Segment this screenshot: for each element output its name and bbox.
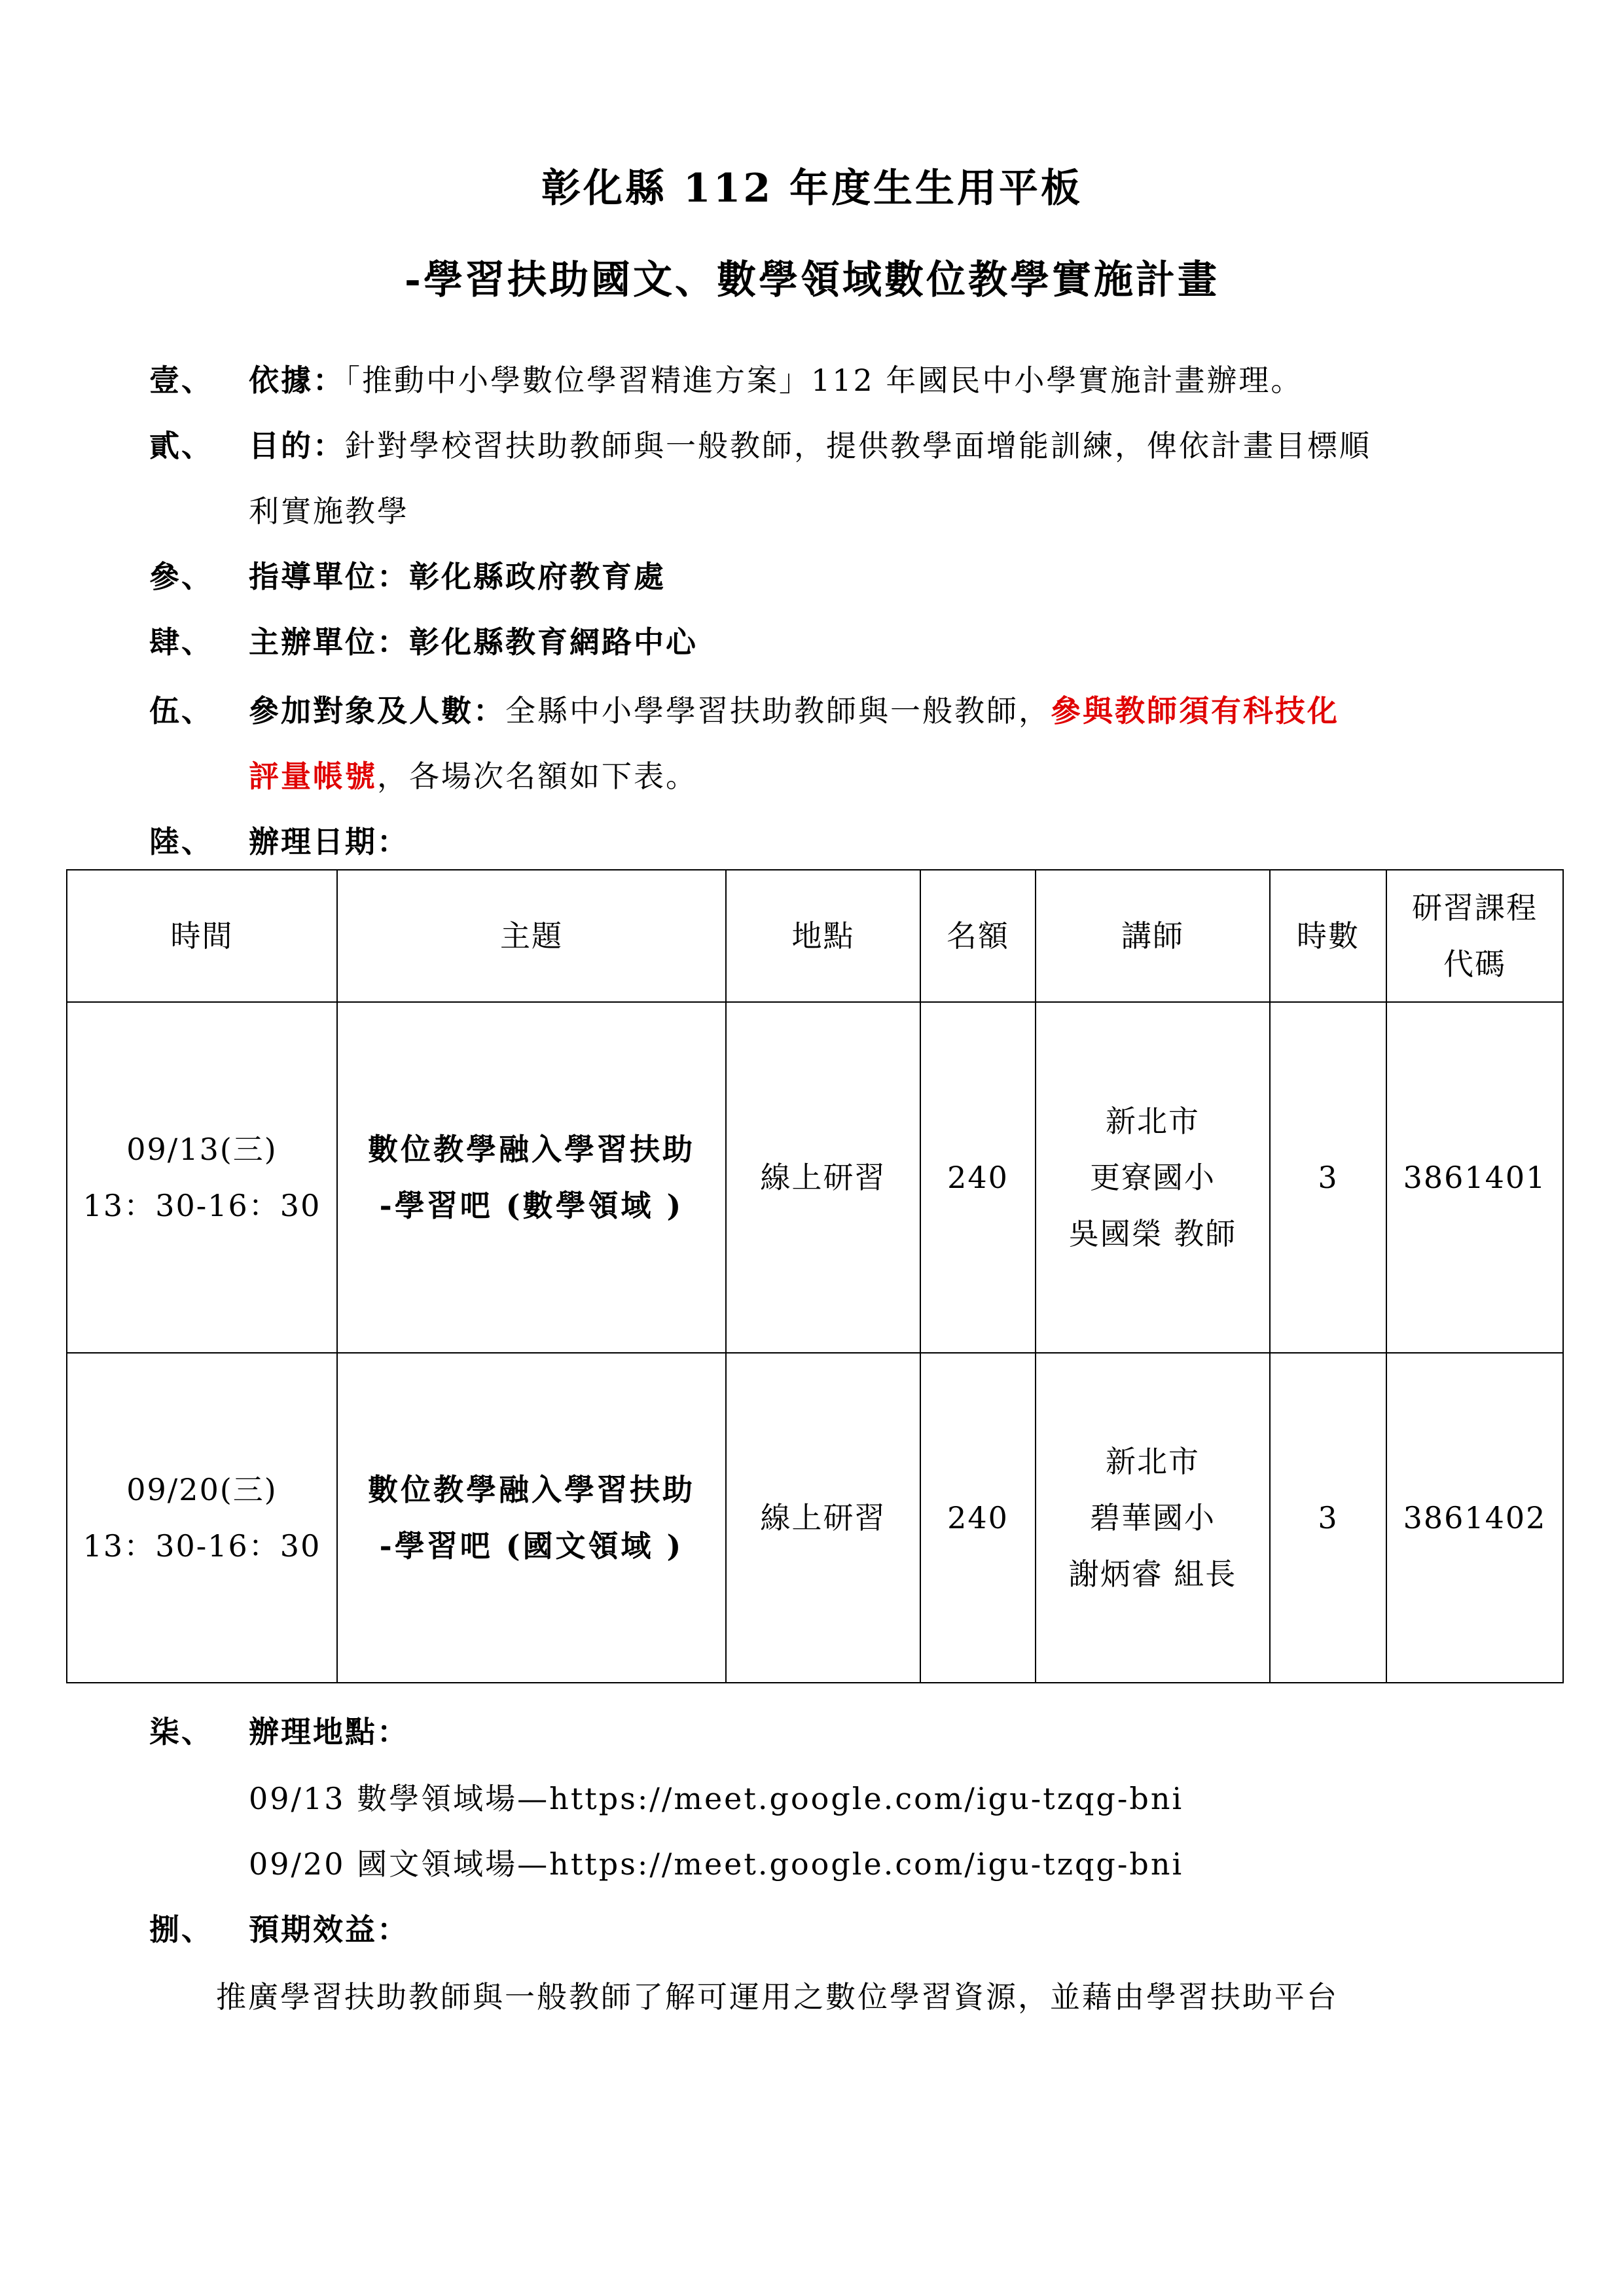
cell-hours: 3	[1270, 1353, 1386, 1683]
section-number: 陸、	[149, 824, 213, 859]
cell-hours-range: 13：30-16：30	[82, 1188, 321, 1223]
section-number: 捌、	[149, 1912, 213, 1947]
cell-place: 線上研習	[726, 1353, 920, 1683]
section-label: 預期效益：	[249, 1912, 409, 1947]
cell-lecturer-city: 新北市	[1106, 1444, 1200, 1479]
table-header-row	[67, 870, 1563, 1002]
cell-topic-line2: -學習吧 (數學領域 )	[379, 1188, 684, 1223]
document-title: 彰化縣 112 年度生生用平板	[541, 166, 1083, 211]
section-number: 貳、	[149, 428, 213, 463]
cell-hours: 3	[1270, 1002, 1386, 1353]
section-text: 針對學校習扶助教師與一般教師，提供教學面增能訓練，俾依計畫目標順	[345, 428, 1371, 463]
cell-place: 線上研習	[726, 1002, 920, 1353]
section-label: 辦理地點：	[249, 1714, 409, 1749]
header-code-line1: 研習課程	[1412, 890, 1538, 925]
cell-date: 09/13(三)	[126, 1132, 278, 1167]
header-hours: 時數	[1270, 870, 1386, 1002]
section-organizer	[149, 619, 698, 662]
section-text-cont: ，各場次名額如下表。	[377, 759, 698, 794]
cell-date: 09/20(三)	[126, 1472, 278, 1507]
section-purpose-continued: 利實施教學	[249, 493, 409, 529]
section-label: 依據：	[249, 363, 345, 398]
section-dates	[149, 818, 409, 861]
cell-time	[67, 1353, 337, 1683]
schedule-table	[66, 869, 1564, 1683]
cell-hours-range: 13：30-16：30	[82, 1528, 321, 1564]
section-basis	[149, 357, 1303, 400]
cell-time	[67, 1002, 337, 1353]
cell-code: 3861401	[1386, 1002, 1563, 1353]
section-participants-continued	[249, 753, 698, 796]
cell-lecturer	[1036, 1002, 1270, 1353]
cell-quota: 240	[920, 1002, 1036, 1353]
cell-lecturer-school: 更寮國小	[1090, 1160, 1216, 1195]
cell-topic-line1: 數位教學融入學習扶助	[368, 1132, 695, 1167]
venue-link-math[interactable]: 09/13 數學領域場—https://meet.google.com/igu-tzqg-bni	[249, 1781, 1184, 1816]
table-row	[67, 1353, 1563, 1683]
section-benefits-text: 推廣學習扶助教師與一般教師了解可運用之數位學習資源，並藉由學習扶助平台	[216, 1979, 1339, 2015]
section-participants	[149, 687, 1339, 730]
section-text: 全縣中小學學習扶助教師與一般教師，	[505, 693, 1051, 728]
section-purpose	[149, 422, 1371, 465]
section-text: 「推動中小學數位學習精進方案」112 年國民中小學實施計畫辦理。	[345, 363, 1303, 398]
section-number: 參、	[149, 559, 213, 594]
header-place: 地點	[726, 870, 920, 1002]
cell-lecturer-city: 新北市	[1106, 1103, 1200, 1139]
section-label: 參加對象及人數：	[249, 693, 505, 728]
venue-link-chinese[interactable]: 09/20 國文領域場—https://meet.google.com/igu-tzqg-bni	[249, 1846, 1184, 1882]
header-code	[1386, 870, 1563, 1002]
section-number: 伍、	[149, 693, 213, 728]
header-time: 時間	[67, 870, 337, 1002]
section-label: 指導單位：彰化縣政府教育處	[249, 559, 666, 594]
section-label: 目的：	[249, 428, 345, 463]
section-number: 肆、	[149, 624, 213, 660]
cell-topic	[337, 1353, 726, 1683]
cell-lecturer-school: 碧華國小	[1090, 1500, 1216, 1535]
cell-lecturer	[1036, 1353, 1270, 1683]
header-lecturer: 講師	[1036, 870, 1270, 1002]
table-row	[67, 1002, 1563, 1353]
cell-lecturer-name: 吳國榮 教師	[1068, 1216, 1237, 1251]
header-quota: 名額	[920, 870, 1036, 1002]
cell-topic	[337, 1002, 726, 1353]
header-topic: 主題	[337, 870, 726, 1002]
highlight-requirement-cont: 評量帳號	[249, 759, 377, 794]
cell-lecturer-name: 謝炳睿 組長	[1068, 1556, 1237, 1592]
section-label: 辦理日期：	[249, 824, 409, 859]
cell-code: 3861402	[1386, 1353, 1563, 1683]
section-number: 柒、	[149, 1714, 213, 1749]
section-benefits	[149, 1906, 409, 1949]
highlight-requirement: 參與教師須有科技化	[1051, 693, 1339, 728]
section-supervisor	[149, 553, 666, 596]
header-code-line2: 代碼	[1443, 946, 1506, 982]
section-label: 主辦單位：彰化縣教育網路中心	[249, 624, 698, 660]
cell-topic-line1: 數位教學融入學習扶助	[368, 1472, 695, 1507]
cell-topic-line2: -學習吧 (國文領域 )	[379, 1528, 684, 1564]
section-venue	[149, 1708, 409, 1751]
section-number: 壹、	[149, 363, 213, 398]
document-subtitle: -學習扶助國文、數學領域數位教學實施計畫	[405, 257, 1219, 303]
cell-quota: 240	[920, 1353, 1036, 1683]
